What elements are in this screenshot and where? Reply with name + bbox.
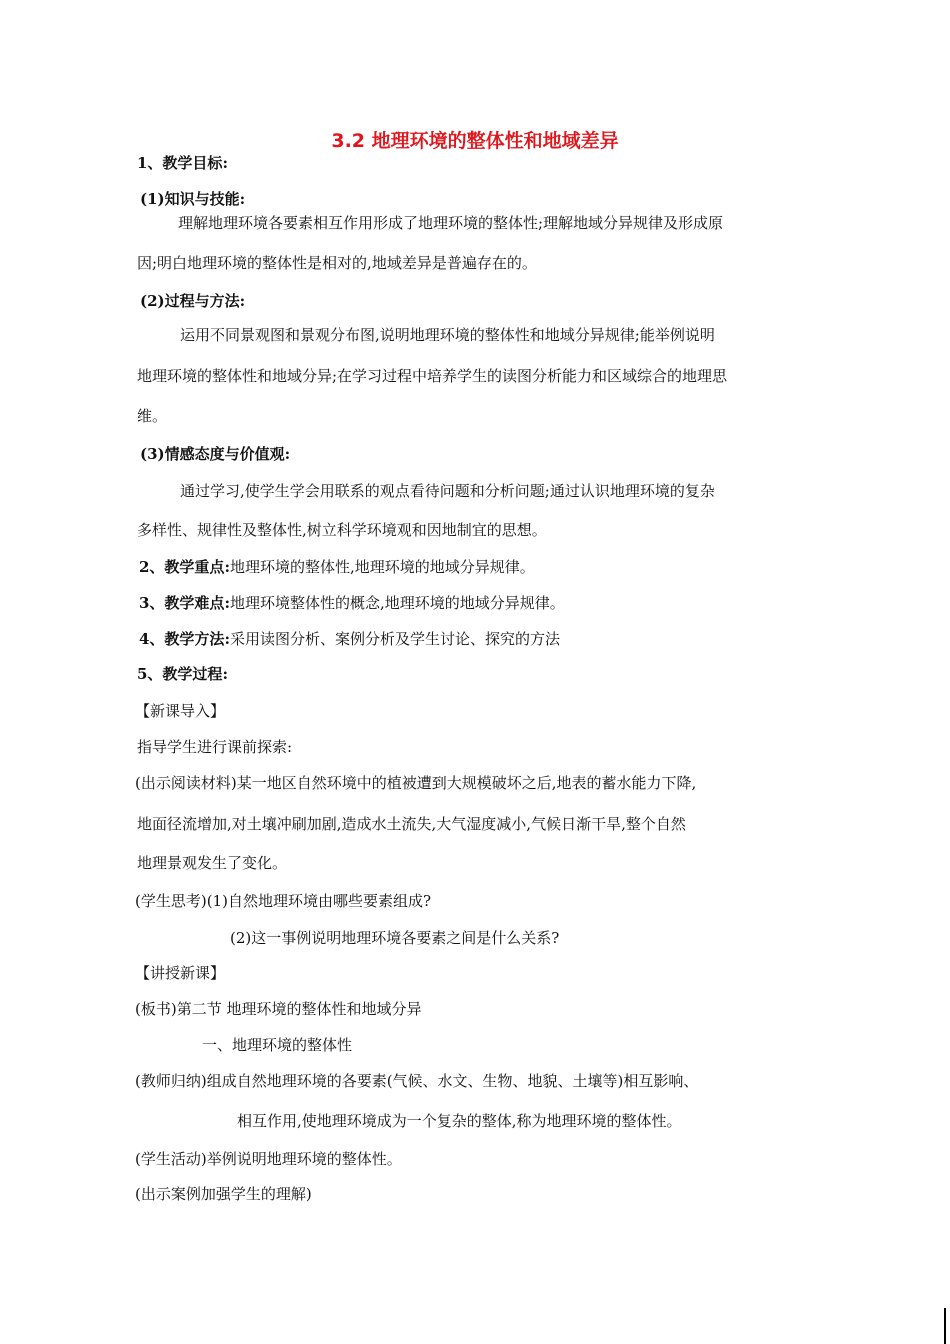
process-heading-5: 5、教学过程:: [137, 665, 228, 683]
difficulties-label: 3、教学难点:: [139, 594, 230, 612]
teacher-summary-line-2: 相互作用,使地理环境成为一个复杂的整体,称为地理环境的整体性。: [237, 1112, 682, 1130]
difficulties-text: 地理环境整体性的概念,地理环境的地域分异规律。: [229, 594, 565, 612]
teacher-summary-line-1: (教师归纳)组成自然地理环境的各要素(气候、水文、生物、地貌、土壤等)相互影响、: [135, 1072, 699, 1090]
process-line-3: 维。: [137, 407, 168, 425]
methods-label: 4、教学方法:: [139, 630, 230, 648]
think-question-2: (2)这一事例说明地理环境各要素之间是什么关系?: [230, 929, 560, 947]
document-title: 3.2 地理环境的整体性和地域差异: [331, 130, 619, 152]
board-title: (板书)第二节 地理环境的整体性和地域分异: [135, 1000, 422, 1018]
knowledge-heading: (1)知识与技能:: [140, 190, 246, 208]
difficulties: [139, 593, 565, 613]
material-line-2: 地面径流增加,对土壤冲刷加剧,造成水土流失,大气湿度减小,气候日渐干旱,整个自然: [137, 815, 686, 833]
attitude-heading: (3)情感态度与价值观:: [140, 445, 291, 463]
process-line-2: 地理环境的整体性和地域分异;在学习过程中培养学生的读图分析能力和区域综合的地理思: [137, 367, 728, 385]
knowledge-line-1: 理解地理环境各要素相互作用形成了地理环境的整体性;理解地域分异规律及形成原: [178, 214, 724, 232]
attitude-line-1: 通过学习,使学生学会用联系的观点看待问题和分析问题;通过认识地理环境的复杂: [180, 482, 715, 500]
methods-text: 采用读图分析、案例分析及学生讨论、探究的方法: [229, 630, 560, 648]
key-points-text: 地理环境的整体性,地理环境的地域分异规律。: [229, 558, 535, 576]
process-heading: (2)过程与方法:: [140, 292, 246, 310]
key-points: [139, 557, 535, 577]
section-1-heading: 一、地理环境的整体性: [202, 1036, 353, 1054]
material-line-1: (出示阅读材料)某一地区自然环境中的植被遭到大规模破坏之后,地表的蓄水能力下降,: [135, 774, 697, 792]
attitude-line-2: 多样性、规律性及整体性,树立科学环境观和因地制宜的思想。: [137, 521, 547, 539]
intro-guide: 指导学生进行课前探索:: [137, 738, 293, 756]
intro-heading: 【新课导入】: [135, 702, 226, 720]
page-edge-mark: [944, 1308, 946, 1344]
methods: [139, 629, 560, 649]
student-activity: (学生活动)举例说明地理环境的整体性。: [135, 1150, 402, 1168]
process-line-1: 运用不同景观图和景观分布图,说明地理环境的整体性和地域分异规律;能举例说明: [180, 326, 715, 344]
key-points-label: 2、教学重点:: [139, 558, 230, 576]
think-question-1: (学生思考)(1)自然地理环境由哪些要素组成?: [135, 892, 431, 910]
goals-heading: 1、教学目标:: [137, 154, 228, 172]
material-line-3: 地理景观发生了变化。: [137, 854, 288, 872]
knowledge-line-2: 因;明白地理环境的整体性是相对的,地域差异是普遍存在的。: [137, 254, 537, 272]
lecture-heading: 【讲授新课】: [135, 964, 226, 982]
case-note: (出示案例加强学生的理解): [135, 1185, 312, 1203]
